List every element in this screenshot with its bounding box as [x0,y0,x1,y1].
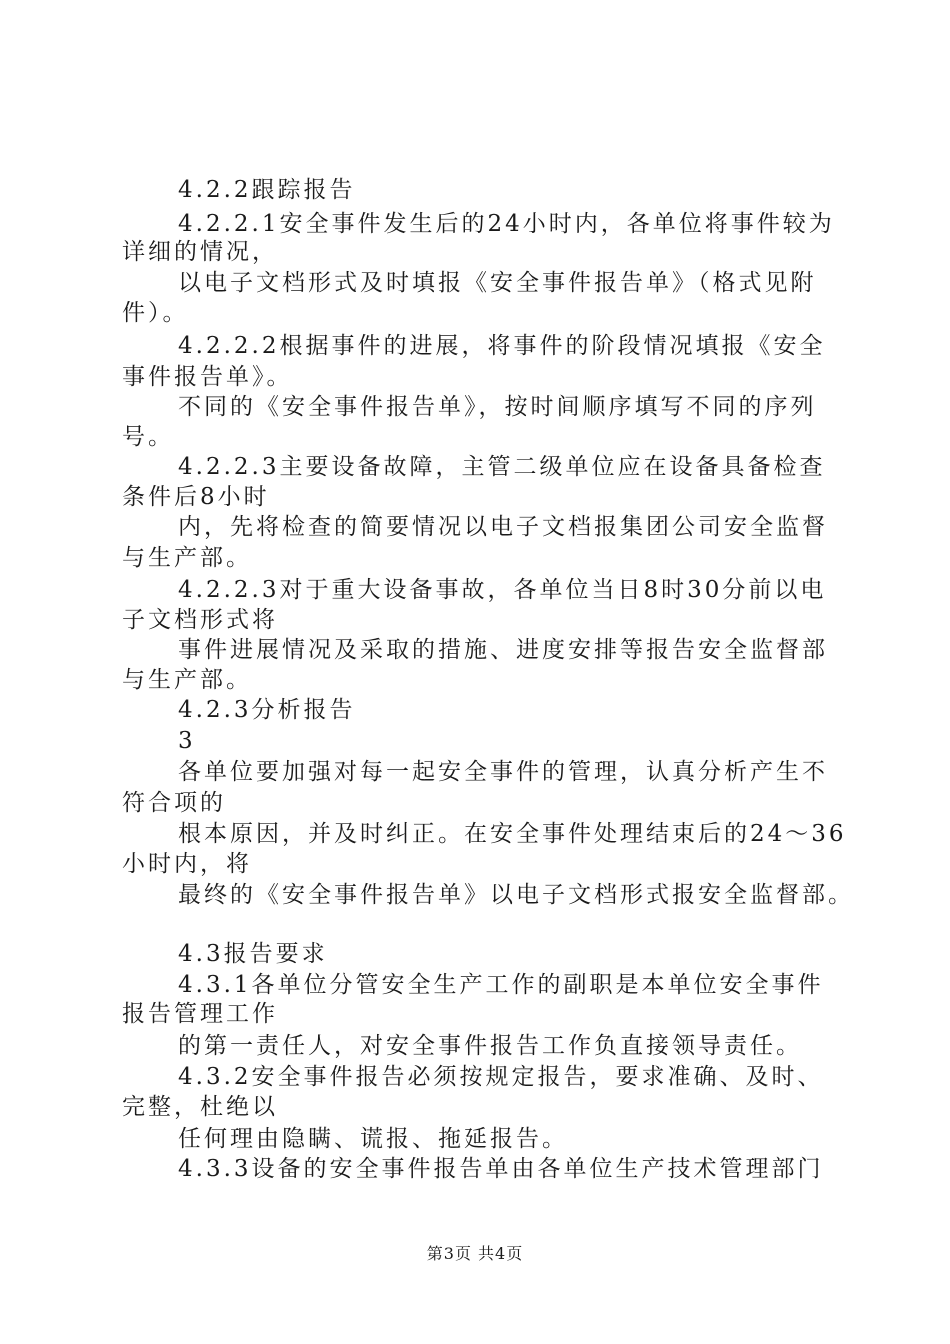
paragraph-line: 不同的《安全事件报告单》，按时间顺序填写不同的序列 [178,394,817,420]
paragraph-line: 4.2.2.2根据事件的进展，将事件的阶段情况填报《安全 [178,333,826,359]
paragraph-line: 各单位要加强对每一起安全事件的管理，认真分析产生不 [178,759,828,785]
page-footer: 第3页 共4页 [426,1244,524,1263]
page-number-marker: 3 [178,728,196,754]
paragraph-line: 内，先将检查的简要情况以电子文档报集团公司安全监督 [178,514,828,540]
paragraph-line: 4.2.2.3主要设备故障，主管二级单位应在设备具备检查 [178,454,826,480]
section-heading-4-2-3: 4.2.3分析报告 [178,697,356,723]
paragraph-line: 与生产部。 [122,667,252,693]
paragraph-line: 事件进展情况及采取的措施、进度安排等报告安全监督部 [178,637,828,663]
paragraph-line: 最终的《安全事件报告单》以电子文档形式报安全监督部。 [178,882,854,908]
section-heading-4-3: 4.3报告要求 [178,941,328,967]
paragraph-line: 符合项的 [122,790,226,816]
paragraph-line: 4.2.2.1安全事件发生后的24小时内，各单位将事件较为 [178,211,835,237]
section-heading-4-2-2: 4.2.2跟踪报告 [178,177,356,203]
paragraph-line: 条件后8小时 [122,484,270,510]
paragraph-line: 4.2.2.3对于重大设备事故，各单位当日8时30分前以电 [178,577,827,603]
paragraph-line: 4.3.2安全事件报告必须按规定报告，要求准确、及时、 [178,1064,824,1090]
paragraph-line: 小时内，将 [122,851,252,877]
paragraph-line: 的第一责任人，对安全事件报告工作负直接领导责任。 [178,1033,802,1059]
paragraph-line: 以电子文档形式及时填报《安全事件报告单》（格式见附 [178,270,817,296]
paragraph-line: 子文档形式将 [122,607,278,633]
paragraph-line: 4.3.1各单位分管安全生产工作的副职是本单位安全事件 [178,972,824,998]
paragraph-line: 号。 [122,424,174,450]
paragraph-line: 件）。 [122,300,189,326]
paragraph-line: 报告管理工作 [122,1001,278,1027]
paragraph-line: 详细的情况， [122,239,278,265]
paragraph-line: 与生产部。 [122,545,252,571]
paragraph-line: 根本原因，并及时纠正。在安全事件处理结束后的24～36 [178,821,847,847]
paragraph-line: 任何理由隐瞒、谎报、拖延报告。 [178,1126,568,1152]
paragraph-line: 事件报告单》。 [122,364,293,390]
paragraph-line: 完整，杜绝以 [122,1094,278,1120]
paragraph-line: 4.3.3设备的安全事件报告单由各单位生产技术管理部门 [178,1156,824,1182]
